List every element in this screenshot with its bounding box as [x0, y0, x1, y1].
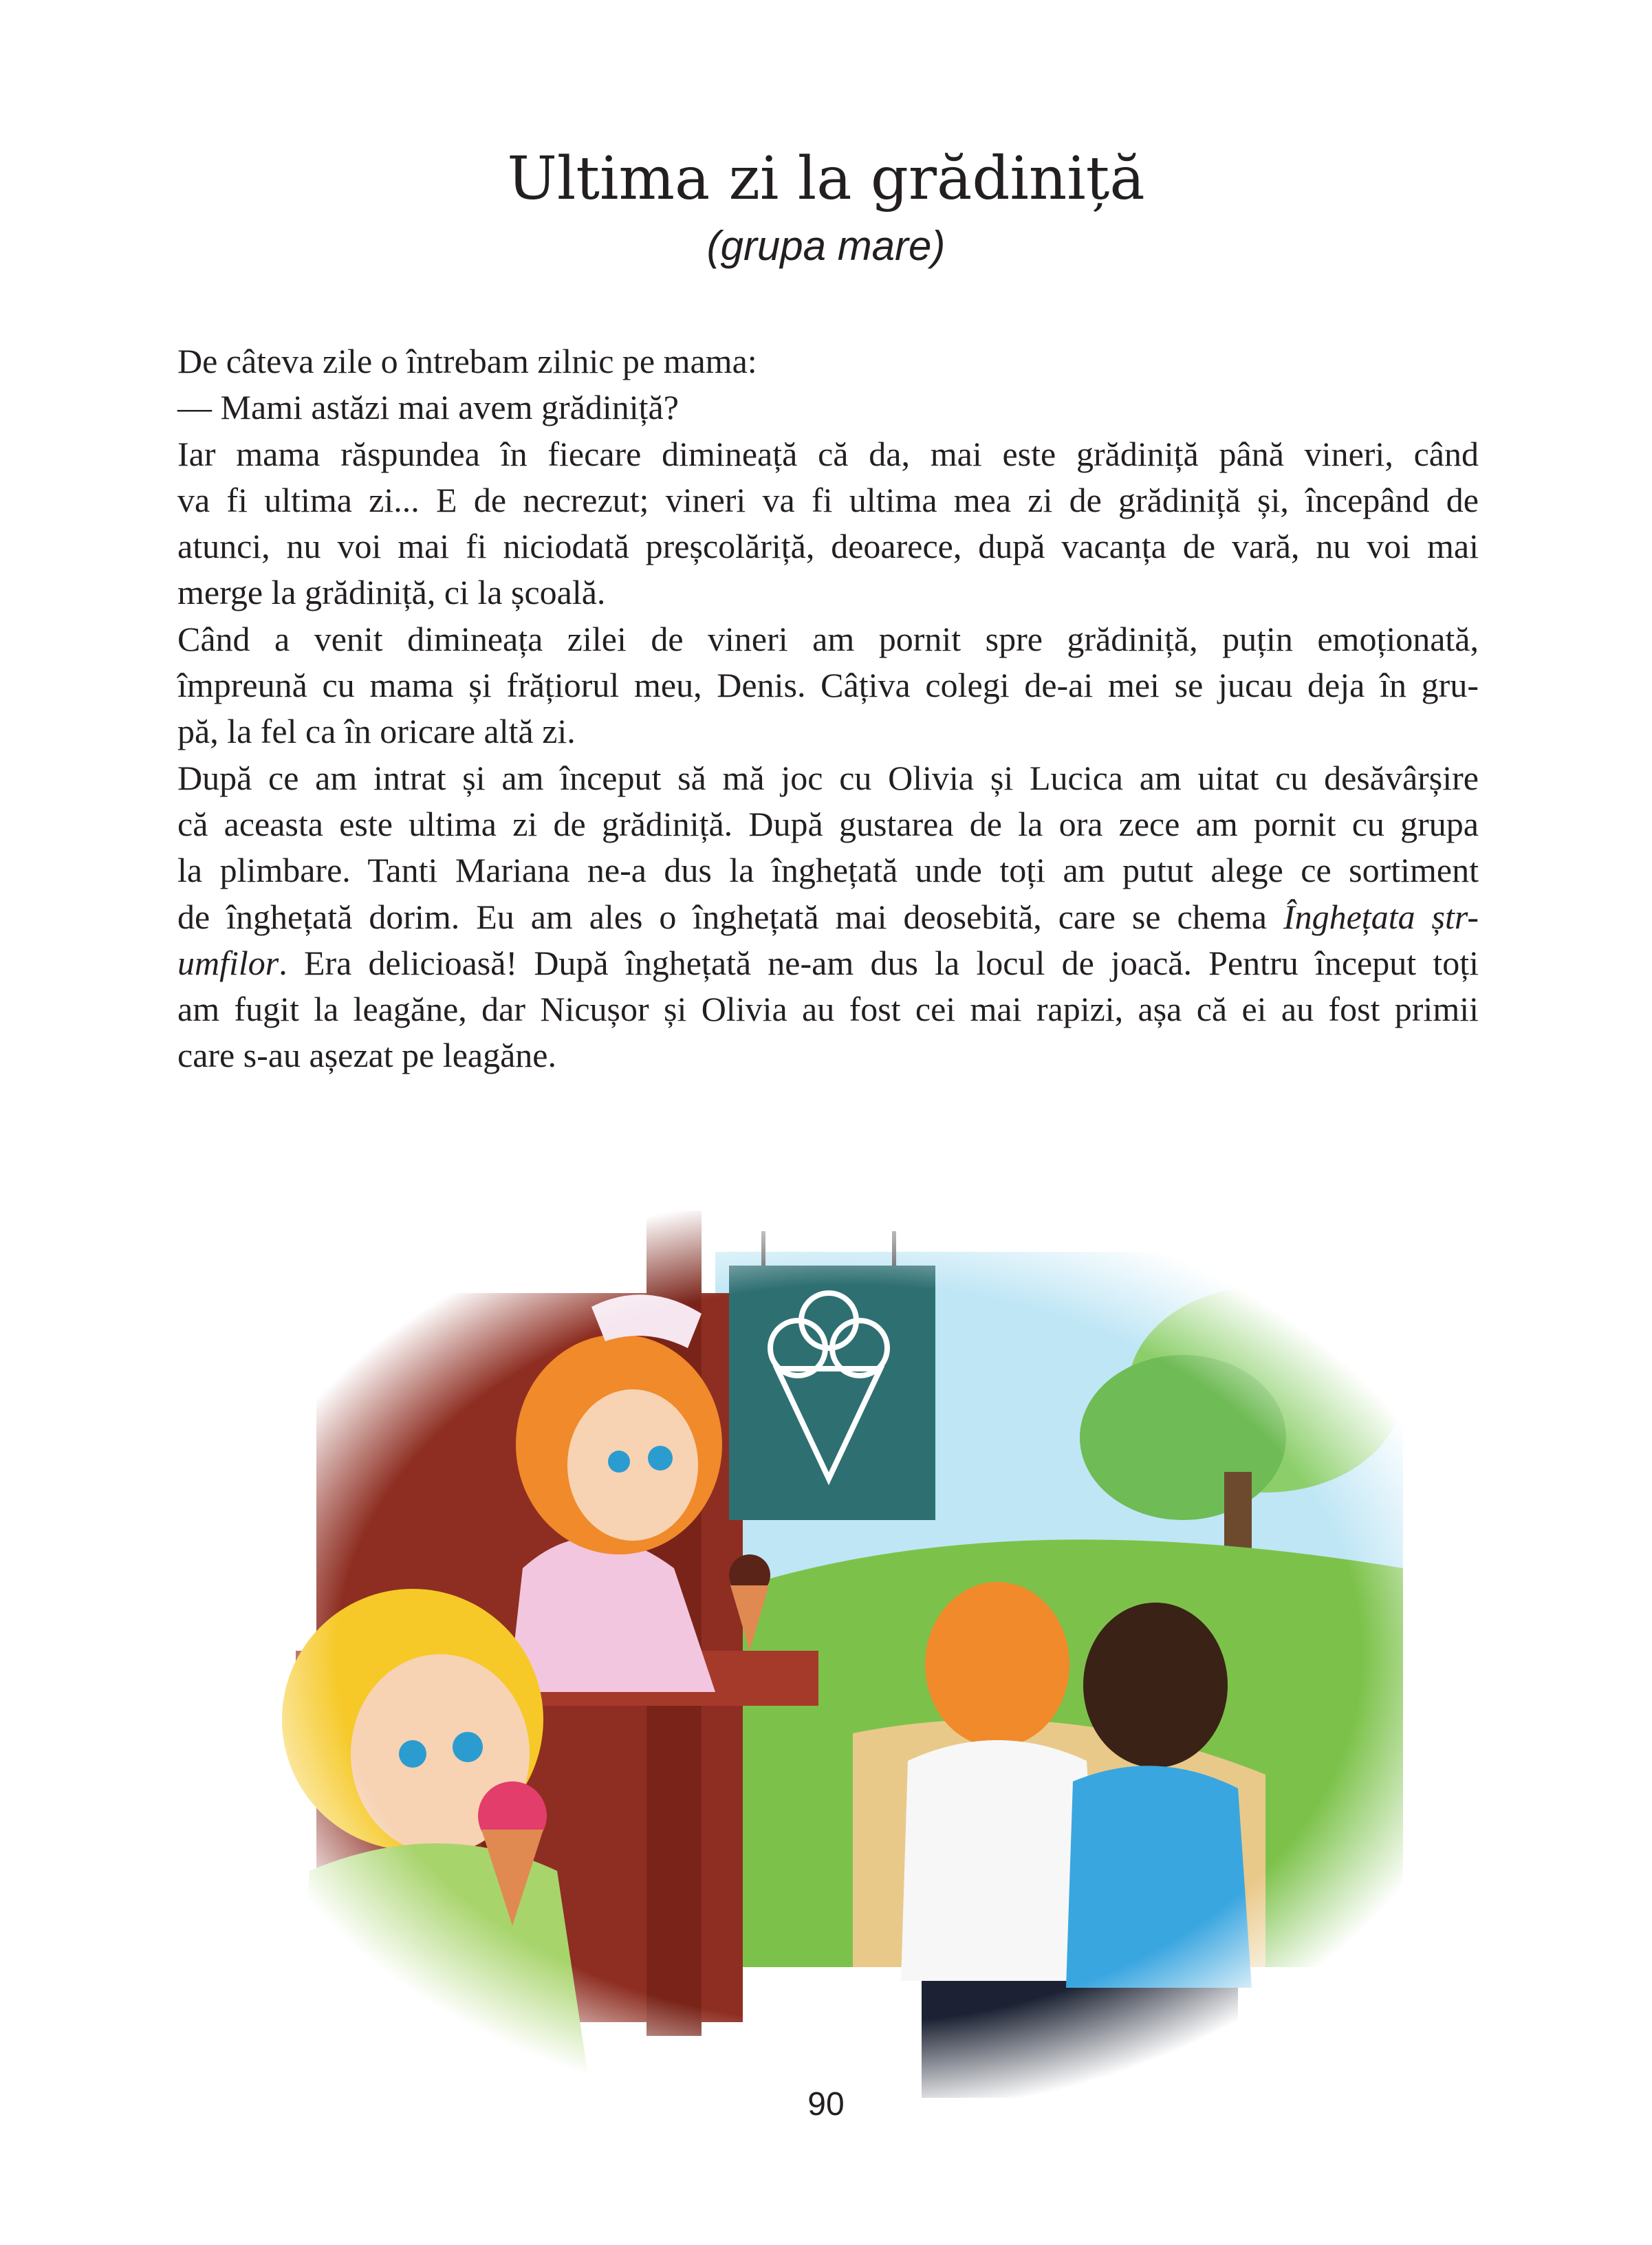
text-line: — Mami astăzi mai avem grădiniță?: [177, 388, 679, 427]
text-line: După ce am intrat și am început să mă joc cu Olivia și Lucica am uitat cu desăvârșire: [177, 758, 1479, 797]
text-line: Iar mama răspundea în fiecare dimineață că da, mai este grădiniță până vineri, când: [177, 434, 1479, 473]
ice-cream-shop-illustration-icon: [234, 1211, 1465, 2098]
text-line: împreună cu mama și frățiorul meu, Denis. Câțiva colegi de-ai mei se jucau deja în gru-: [177, 666, 1479, 705]
vignette: [234, 1211, 1465, 2098]
page-number: 90: [807, 2086, 845, 2123]
text-line: atunci, nu voi mai fi niciodată preșcolăriță, deoarece, după vacanța de vară, nu voi mai: [177, 527, 1479, 566]
text-line: pă, la fel ca în oricare altă zi.: [177, 712, 576, 751]
text-segment: de înghețată dorim. Eu am ales o înghețată mai deosebită, care se chema: [177, 897, 1268, 936]
paragraph-3: [177, 431, 1479, 616]
illustration-svg: [234, 1211, 1465, 2098]
paragraph-2: [177, 384, 1479, 431]
text-line: De câteva zile o întrebam zilnic pe mama:: [177, 342, 757, 380]
text-line: care s-au așezat pe leagăne.: [177, 1036, 557, 1075]
text-line: Când a venit dimineața zilei de vineri am pornit spre grădiniță, puțin emoționată,: [177, 619, 1479, 658]
italic-title-segment: umfilor: [177, 943, 279, 982]
text-line: [177, 894, 1479, 940]
page-title: Ultima zi la grădiniță: [507, 144, 1145, 213]
paragraph-4: [177, 616, 1479, 755]
story-text: [177, 338, 1479, 1079]
italic-title-segment: Înghețata ștr-: [1283, 897, 1479, 936]
text-line: am fugit la leagăne, dar Nicușor și Olivia au fost cei mai rapizi, așa că ei au fost primii: [177, 990, 1479, 1029]
text-line: merge la grădiniță, ci la școală.: [177, 573, 606, 612]
paragraph-5: [177, 755, 1479, 1079]
text-segment: . Era delicioasă! După înghețată ne-am dus la locul de joacă. Pentru început toți: [279, 943, 1479, 982]
text-line: [177, 940, 1479, 986]
page-subtitle: (grupa mare): [706, 223, 946, 269]
text-line: că aceasta este ultima zi de grădiniță. După gustarea de la ora zece am pornit cu grupa: [177, 804, 1479, 843]
text-line: la plimbare. Tanti Mariana ne-a dus la înghețată unde toți am putut alege ce sortiment: [177, 851, 1479, 890]
paragraph-1: [177, 338, 1479, 384]
text-line: va fi ultima zi... E de necrezut; vineri va fi ultima mea zi de grădiniță și, începând de: [177, 480, 1479, 519]
